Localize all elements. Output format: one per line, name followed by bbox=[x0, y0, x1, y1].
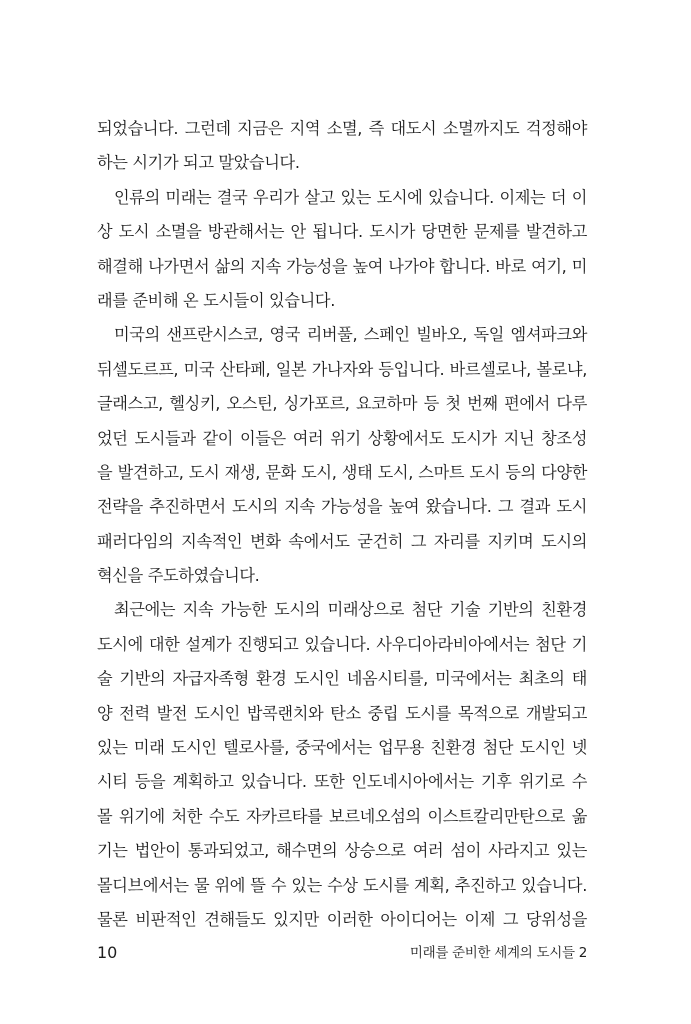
text-line: 래를 준비해 온 도시들이 있습니다. bbox=[97, 290, 335, 310]
text-line: 양 전력 발전 도시인 밥콕랜치와 탄소 중립 도시를 목적으로 개발되고 bbox=[97, 703, 587, 723]
text-line: 상 도시 소멸을 방관해서는 안 됩니다. 도시가 당면한 문제를 발견하고 bbox=[97, 222, 587, 242]
text-line: 미국의 샌프란시스코, 영국 리버풀, 스페인 빌바오, 독일 엠셔파크와 bbox=[114, 325, 587, 345]
text-line: 있는 미래 도시인 텔로사를, 중국에서는 업무용 친환경 첨단 도시인 넷 bbox=[97, 738, 587, 758]
text-line: 혁신을 주도하였습니다. bbox=[97, 566, 260, 586]
paragraph bbox=[97, 318, 587, 593]
text-line: 술 기반의 자급자족형 환경 도시인 네옴시티를, 미국에서는 최초의 태 bbox=[97, 669, 587, 689]
text-line: 최근에는 지속 가능한 도시의 미래상으로 첨단 기술 기반의 친환경 bbox=[114, 600, 587, 620]
text-line: 몰 위기에 처한 수도 자카르타를 보르네오섬의 이스트칼리만탄으로 옮 bbox=[97, 806, 587, 826]
paragraph bbox=[97, 112, 587, 181]
text-line: 하는 시기가 되고 말았습니다. bbox=[97, 153, 300, 173]
text-line: 몰디브에서는 물 위에 뜰 수 있는 수상 도시를 계획, 추진하고 있습니다. bbox=[97, 875, 587, 895]
paragraph bbox=[97, 181, 587, 319]
text-line: 기는 법안이 통과되었고, 해수면의 상승으로 여러 섬이 사라지고 있는 bbox=[97, 841, 587, 861]
page-footer bbox=[97, 942, 587, 964]
text-line: 을 발견하고, 도시 재생, 문화 도시, 생태 도시, 스마트 도시 등의 다양한 bbox=[97, 462, 587, 482]
text-line: 뒤셀도르프, 미국 산타페, 일본 가나자와 등입니다. 바르셀로나, 볼로냐, bbox=[97, 359, 587, 379]
text-line: 글래스고, 헬싱키, 오스틴, 싱가포르, 요코하마 등 첫 번째 편에서 다루 bbox=[97, 394, 587, 414]
running-title: 미래를 준비한 세계의 도시들 2 bbox=[409, 945, 587, 961]
text-line: 해결해 나가면서 삶의 지속 가능성을 높여 나가야 합니다. 바로 여기, 미 bbox=[97, 256, 587, 276]
text-line: 물론 비판적인 견해들도 있지만 이러한 아이디어는 이제 그 당위성을 bbox=[97, 909, 587, 929]
text-line: 되었습니다. 그런데 지금은 지역 소멸, 즉 대도시 소멸까지도 걱정해야 bbox=[97, 119, 587, 138]
body-text bbox=[97, 112, 587, 937]
text-line: 도시에 대한 설계가 진행되고 있습니다. 사우디아라비아에서는 첨단 기 bbox=[97, 634, 587, 654]
text-line: 인류의 미래는 결국 우리가 살고 있는 도시에 있습니다. 이제는 더 이 bbox=[114, 187, 587, 207]
text-line: 전략을 추진하면서 도시의 지속 가능성을 높여 왔습니다. 그 결과 도시 bbox=[97, 497, 587, 517]
text-line: 패러다임의 지속적인 변화 속에서도 굳건히 그 자리를 지키며 도시의 bbox=[97, 531, 587, 551]
page-number: 10 bbox=[97, 943, 118, 962]
paragraph bbox=[97, 593, 587, 937]
text-line: 시티 등을 계획하고 있습니다. 또한 인도네시아에서는 기후 위기로 수 bbox=[97, 772, 587, 792]
text-line: 었던 도시들과 같이 이들은 여러 위기 상황에서도 도시가 지닌 창조성 bbox=[97, 428, 587, 448]
